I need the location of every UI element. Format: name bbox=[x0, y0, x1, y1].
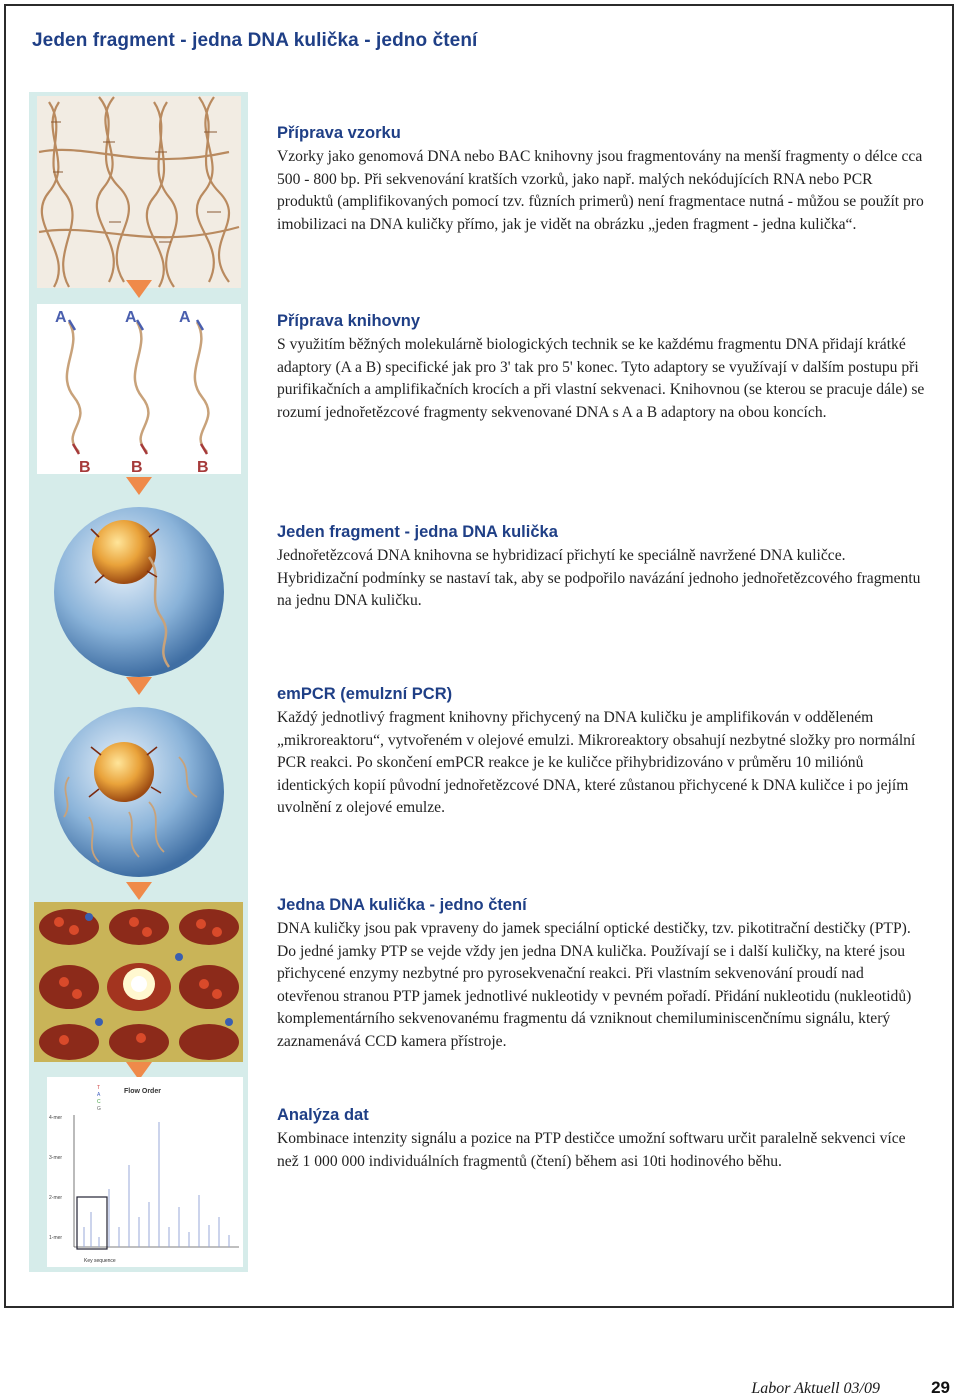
workflow-illustration bbox=[29, 92, 248, 1272]
section-heading: Jeden fragment - jedna DNA kulička bbox=[277, 523, 558, 541]
flowgram-legend-item: A bbox=[97, 1092, 101, 1098]
library-adaptors-image bbox=[29, 302, 248, 477]
flowgram-y-label: 3-mer bbox=[49, 1155, 63, 1161]
flowgram-y-label: 2-mer bbox=[49, 1195, 63, 1201]
section-data-analysis bbox=[277, 1106, 927, 1173]
section-library-prep bbox=[277, 312, 927, 424]
flowgram-y-label: 4-mer bbox=[49, 1115, 63, 1121]
flowgram-legend-item: C bbox=[97, 1099, 101, 1105]
section-empcr bbox=[277, 685, 927, 820]
adaptor-label-b: B bbox=[79, 459, 91, 476]
dna-fragments-image bbox=[29, 92, 248, 292]
flowgram-legend-item: T bbox=[97, 1085, 101, 1091]
adaptor-label-b: B bbox=[197, 459, 209, 476]
adaptor-label-b: B bbox=[131, 459, 143, 476]
adaptor-label-a: A bbox=[125, 309, 137, 326]
flow-arrow bbox=[126, 677, 152, 695]
section-heading: Analýza dat bbox=[277, 1106, 369, 1124]
footer-page-number: 29 bbox=[931, 1378, 950, 1397]
adaptor-label-a: A bbox=[179, 309, 191, 326]
section-text: DNA kuličky jsou pak vpraveny do jamek speciální optické destičky, tzv. pikotitrační destičky (PTP). Do jedné jamky PTP se vejde vždy jen jedna DNA kulička. Používají se i další kuličky, na které jsou přichycené enzymy nezbytné pro pyrosekvenační reakci. Při vlastním sekvenování proudí nad otevřenou stranou PTP jamek jednotlivé nukleotidy v pevném pořadí. Přidání nukleotidu (nukleotidů) komplementárního sekvenovanému fragmentu dá vzniknout chemiluminiscenčnímu signálu, který zaznamenává CCD kamera přístroje. bbox=[277, 920, 912, 1050]
section-heading: Jedna DNA kulička - jedno čtení bbox=[277, 896, 527, 914]
section-one-fragment-one-bead bbox=[277, 523, 927, 613]
section-text: Jednořetězcová DNA knihovna se hybridizací přichytí ke speciálně navržené DNA kuličce. Hybridizační podmínky se nastaví tak, aby se podpořilo navázání jednoho jednořetězcového fragmentu na jednu DNA kuličku. bbox=[277, 547, 921, 610]
dna-bead-image bbox=[29, 497, 248, 677]
footer-journal-name: Labor Aktuell 03/09 bbox=[751, 1380, 880, 1397]
section-heading: Příprava knihovny bbox=[277, 312, 421, 330]
flowgram-footer: Key sequence bbox=[84, 1258, 116, 1264]
adaptor-label-a: A bbox=[55, 309, 67, 326]
section-text: Kombinace intenzity signálu a pozice na PTP destičce umožní softwaru určit paralelně sekvenci více než 1 000 000 individuálních fragmentů (čtení) během asi 10ti hodinového běhu. bbox=[277, 1130, 906, 1170]
picotiter-plate-image bbox=[29, 902, 248, 1062]
flow-arrow bbox=[126, 477, 152, 495]
flowgram-y-label: 1-mer bbox=[49, 1235, 63, 1241]
section-text: S využitím běžných molekulárně biologických technik se ke každému fragmentu DNA přidají krátké adaptory (A a B) specifické jak pro 3' tak pro 5' konec. Tyto adaptory se využívají v dalším postupu při purifikačních a amplifikačních krocích a při vlastní sekvenaci. Knihovnou (se kterou se pracuje dále) se rozumí jednořetězcové fragmenty sekvenované DNA s A a B adaptory na obou koncích. bbox=[277, 336, 925, 421]
flow-arrow bbox=[126, 882, 152, 900]
empcr-droplet-image bbox=[29, 697, 248, 882]
section-text: Každý jednotlivý fragment knihovny přichycený na DNA kuličku je amplifikován v odděleném „mikroreaktoru“, vytvořeném v olejové emulzi. Mikroreaktory obsahují nezbytné složky pro normální PCR reakci. Po skončení emPCR reakce je ke kuličce přihybridizováno v průměru 10 miliónů identických kopií původní jednořetězcové DNA, které zůstanou přichycené k DNA kuličce i po jejím uvolnění z olejové emulze. bbox=[277, 709, 916, 817]
flow-arrow bbox=[126, 280, 152, 298]
section-text: Vzorky jako genomová DNA nebo BAC knihovny jsou fragmentovány na menší fragmenty o délce cca 500 - 800 bp. Při sekvenování kratších vzorků, jako např. malých nekódujících RNA nebo PCR produktů (amplifikovaných pomocí tzv. fůzních primerů) není fragmentace nutná - můžou se použít pro imobilizaci na DNA kuličky přímo, jak je vidět na obrázku „jeden fragment - jedna kulička“. bbox=[277, 148, 924, 233]
flowgram-title: Flow Order bbox=[124, 1088, 161, 1095]
page-title: Jeden fragment - jedna DNA kulička - jedno čtení bbox=[32, 30, 478, 51]
section-heading: Příprava vzorku bbox=[277, 124, 401, 142]
flowgram-legend-item: G bbox=[97, 1106, 101, 1112]
section-one-bead-one-read bbox=[277, 896, 927, 1054]
section-sample-prep bbox=[277, 124, 927, 236]
section-heading: emPCR (emulzní PCR) bbox=[277, 685, 453, 703]
flowgram-image bbox=[29, 1077, 248, 1272]
